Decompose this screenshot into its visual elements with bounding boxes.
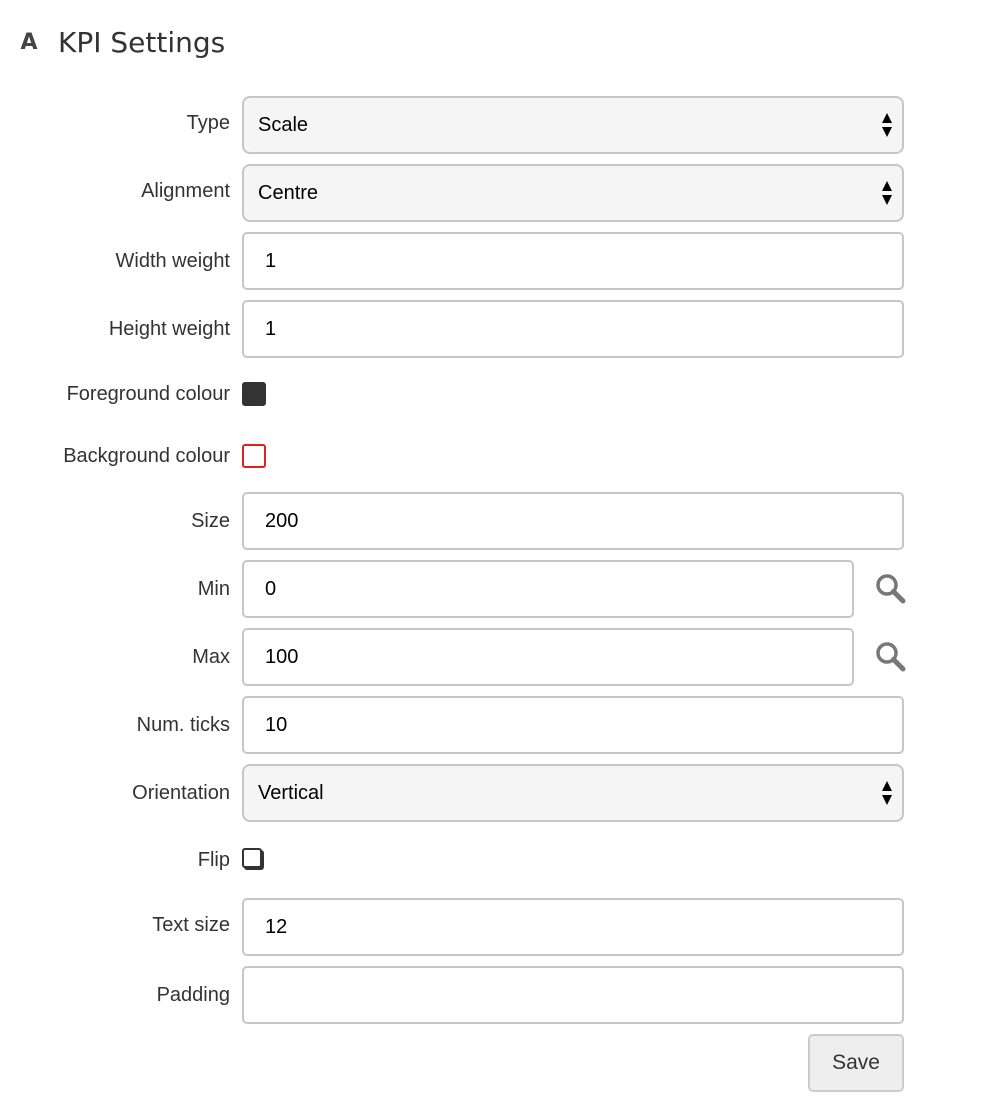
width-weight-row <box>0 232 984 290</box>
orientation-select-value: Vertical <box>258 781 324 804</box>
alignment-row <box>0 164 984 222</box>
max-row <box>0 628 984 686</box>
flip-row <box>0 846 984 876</box>
sort-arrows-icon <box>882 112 892 138</box>
type-label: Type <box>186 112 230 134</box>
orientation-row <box>0 764 984 822</box>
width-weight-input[interactable] <box>242 232 904 290</box>
height-weight-label: Height weight <box>108 318 230 340</box>
max-input[interactable] <box>242 628 854 686</box>
type-row <box>0 96 984 154</box>
letter-a-icon: A <box>20 29 38 55</box>
foreground-colour-label: Foreground colour <box>66 383 230 405</box>
save-button[interactable]: Save <box>808 1034 904 1092</box>
foreground-colour-swatch[interactable] <box>242 382 266 406</box>
padding-input[interactable] <box>242 966 904 1024</box>
num-ticks-input[interactable] <box>242 696 904 754</box>
width-weight-label: Width weight <box>115 250 230 272</box>
text-size-input[interactable] <box>242 898 904 956</box>
size-label: Size <box>191 510 230 532</box>
sort-arrows-icon <box>882 180 892 206</box>
orientation-label: Orientation <box>132 782 230 804</box>
padding-label: Padding <box>156 984 230 1006</box>
type-select-value: Scale <box>258 113 309 136</box>
search-icon[interactable] <box>874 572 906 604</box>
type-select[interactable] <box>242 96 904 154</box>
page-title: KPI Settings <box>58 25 226 59</box>
background-colour-row <box>0 442 984 472</box>
height-weight-row <box>0 300 984 358</box>
min-row <box>0 560 984 618</box>
flip-checkbox[interactable] <box>242 848 262 868</box>
num-ticks-row <box>0 696 984 754</box>
size-input[interactable] <box>242 492 904 550</box>
alignment-label: Alignment <box>141 180 230 202</box>
alignment-select[interactable] <box>242 164 904 222</box>
page-header <box>18 20 225 64</box>
height-weight-input[interactable] <box>242 300 904 358</box>
alignment-select-value: Centre <box>258 181 319 204</box>
text-size-row <box>0 898 984 956</box>
search-icon[interactable] <box>874 640 906 672</box>
padding-row <box>0 966 984 1024</box>
size-row <box>0 492 984 550</box>
background-colour-swatch[interactable] <box>242 444 266 468</box>
max-label: Max <box>192 646 230 668</box>
orientation-select[interactable] <box>242 764 904 822</box>
sort-arrows-icon <box>882 780 892 806</box>
min-label: Min <box>197 578 230 600</box>
background-colour-label: Background colour <box>63 445 230 467</box>
text-size-label: Text size <box>152 914 230 936</box>
num-ticks-label: Num. ticks <box>136 714 230 736</box>
foreground-colour-row <box>0 380 984 410</box>
min-input[interactable] <box>242 560 854 618</box>
flip-label: Flip <box>197 849 230 871</box>
